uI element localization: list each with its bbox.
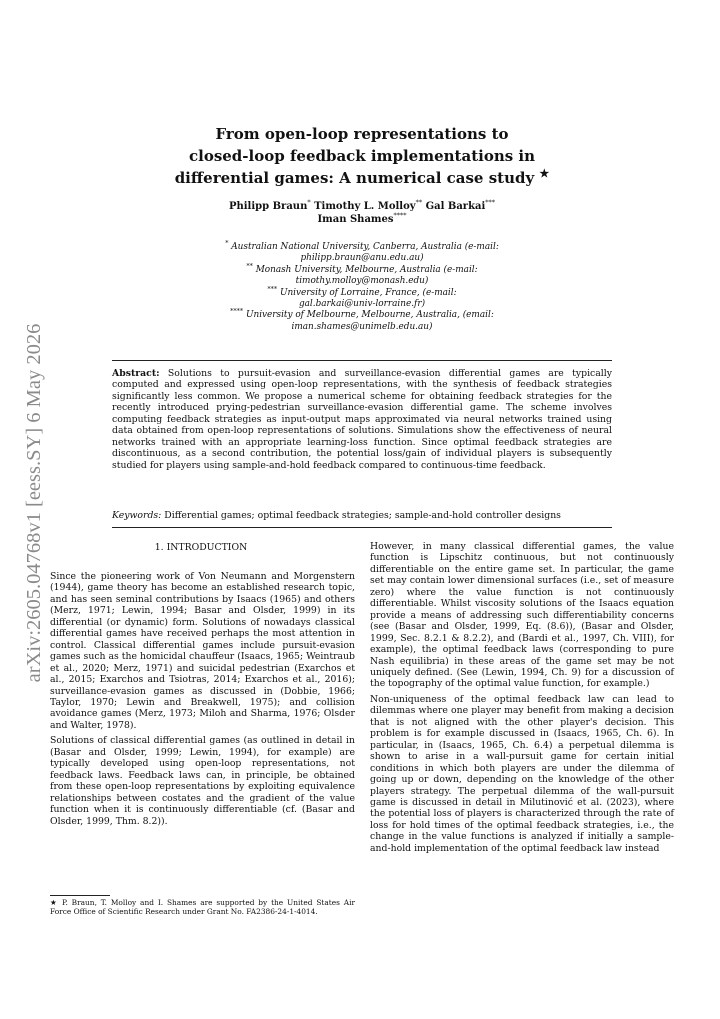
abstract-bottom-rule (112, 527, 612, 528)
title-line-text: differential games: A numerical case study (174, 169, 535, 187)
affiliation-mark: ** (246, 261, 253, 270)
author-mark: ** (415, 198, 423, 207)
abstract-label: Abstract: (112, 368, 160, 379)
paragraph: However, in many classical differential games, the value function is Lipschitz continuous, but not continuously differentiable on the entire game set. In particular, the game set may contain lower dimensional surfaces (i.e., set of measure zero) where the value function is not continuously differentiable. Whilst viscosity solutions of the Isaacs equation provide a means of addressing such differentiability concerns (see (Basar and Olsder, 1999, Eq. (8.6)), (Basar and Olsder, 1999, Sec. 8.2.1 & 8.2.2), and (Bardi et al., 1997, Ch. VIII), for example), the optimal feedback laws (corresponding to pure Nash equilibria) in these areas of the game set may be not uniquely defined. (See (Lewin, 1994, Ch. 9) for a discussion of the topography of the optimal value function, for example.) (370, 541, 674, 690)
author-line (150, 213, 574, 226)
footnote-rule (50, 895, 110, 896)
paragraph: Solutions of classical differential games (as outlined in detail in (Basar and Olsder, 1999; Lewin, 1994), for example) are typically developed using open-loop representations, not feedback laws. Feedback laws can, in principle, be obtained from these open-loop representations by exploiting equivalence relationships between costates and the gradient of the value function when it is continuously differentiable (cf. (Basar and Olsder, 1999, Thm. 8.2)). (50, 735, 355, 827)
section-heading: 1. INTRODUCTION (154, 542, 248, 553)
affiliation-line (150, 261, 574, 276)
affiliation-line (150, 239, 574, 253)
affiliation-line (150, 284, 574, 299)
author-mark: * (307, 198, 311, 207)
affiliation-line (150, 307, 574, 321)
abstract-top-rule (112, 360, 612, 361)
affiliation-text: Australian National University, Canberra, Australia (e-mail: (231, 242, 499, 252)
author-mark: *** (485, 198, 496, 207)
affiliation-mark: * (225, 239, 229, 248)
affiliation-mark: *** (267, 284, 278, 293)
affiliation-text: University of Lorraine, France, (e-mail: (279, 287, 457, 298)
keywords (112, 510, 612, 522)
title-line: closed-loop feedback implementations in (188, 147, 536, 165)
affiliations (150, 239, 574, 333)
abstract-text: Solutions to pursuit-evasion and surveillance-evasion differential games are typically computed and expressed using open-loop representations, with the synthesis of feedback strategies significantly less common. We propose a numerical scheme for obtaining feedback strategies for the recently introduced prying-pedestrian surveillance-evasion differential game. The scheme involves computing feedback strategies as input-output maps approximated via neural networks trained using data obtained from open-loop representations of solutions. Simulations show the effectiveness of neural networks trained with an appropriate learning-loss function. Since optimal feedback strategies are discontinuous, as a second contribution, the potential loss/gain of individual players is subsequently studied for players using sample-and-hold feedback compared to continuous-time feedback. (112, 368, 612, 471)
keywords-text: Differential games; optimal feedback strategies; sample-and-hold controller designs (164, 510, 561, 521)
right-column (370, 541, 674, 854)
affiliation-text: Monash University, Melbourne, Australia (e-mail: (255, 264, 478, 275)
affiliation-email: timothy.molloy@monash.edu) (295, 276, 429, 287)
affiliation-text: University of Melbourne, Melbourne, Australia, (email: (246, 310, 494, 321)
affiliation-mark: **** (230, 307, 244, 316)
abstract (112, 368, 612, 471)
affiliation-email: gal.barkai@univ-lorraine.fr) (298, 299, 426, 310)
author-name: Iman Shames (317, 214, 394, 225)
author-line (150, 200, 574, 213)
arxiv-identifier-stamp: arXiv:2605.04768v1 [eess.SY] 6 May 2026 (23, 323, 45, 683)
paragraph: Non-uniqueness of the optimal feedback law can lead to dilemmas where one player may benefit from making a decision that is not aligned with the other player's decision. This problem is for example discussed in (Isaacs, 1965, Ch. 6). In particular, in (Isaacs, 1965, Ch. 6.4) a perpetual dilemma is shown to arise in a wall-pursuit game for certain initial conditions in which both players are under the dilemma of going up or down, depending on the knowledge of the other players strategy. The perpetual dilemma of the wall-pursuit game is discussed in detail in Milutinović et al. (2023), where the potential loss of players is characterized through the rate of loss for hold times of the optimal feedback strategies, i.e., the change in the value functions is analyzed if initially a sample-and-hold implementation of the optimal feedback law instead (370, 693, 674, 854)
author-name: Gal Barkai (425, 201, 486, 212)
author-name: Timothy L. Molloy (314, 201, 416, 212)
title-line: From open-loop representations to (215, 125, 509, 143)
affiliation-email: iman.shames@unimelb.edu.au) (291, 321, 433, 332)
keywords-label: Keywords: (112, 510, 162, 521)
title-line (130, 167, 594, 189)
author-name: Philipp Braun (228, 201, 308, 212)
affiliation-email: philipp.braun@anu.edu.au) (300, 253, 424, 264)
title-star-mark: ★ (539, 167, 550, 180)
footnote: ★ P. Braun, T. Molloy and I. Shames are supported by the United States Air Force Office of Scientific Research under Grant No. FA2386-24-1-4014. (50, 898, 355, 917)
paper-title (130, 123, 594, 189)
author-mark: **** (393, 211, 407, 220)
left-column (50, 571, 355, 827)
paragraph: Since the pioneering work of Von Neumann and Morgenstern (1944), game theory has become an established research topic, and has seen seminal contributions by Isaacs (1965) and others (Merz, 1971; Lewin, 1994; Basar and Olsder, 1999) in its differential (or dynamic) form. Solutions of nowadays classical differential games have received perhaps the most attention in control. Classical differential games include pursuit-evasion games such as the homicidal chauffeur (Isaacs, 1965; Weintraub et al., 2020; Merz, 1971) and suicidal pedestrian (Exarchos et al., 2015; Exarchos and Tsiotras, 2014; Exarchos et al., 2016); surveillance-evasion games as discussed in (Dobbie, 1966; Taylor, 1970; Lewin and Breakwell, 1975); and collision avoidance games (Merz, 1973; Miloh and Sharma, 1976; Olsder and Walter, 1978). (50, 571, 355, 731)
author-list (150, 200, 574, 226)
